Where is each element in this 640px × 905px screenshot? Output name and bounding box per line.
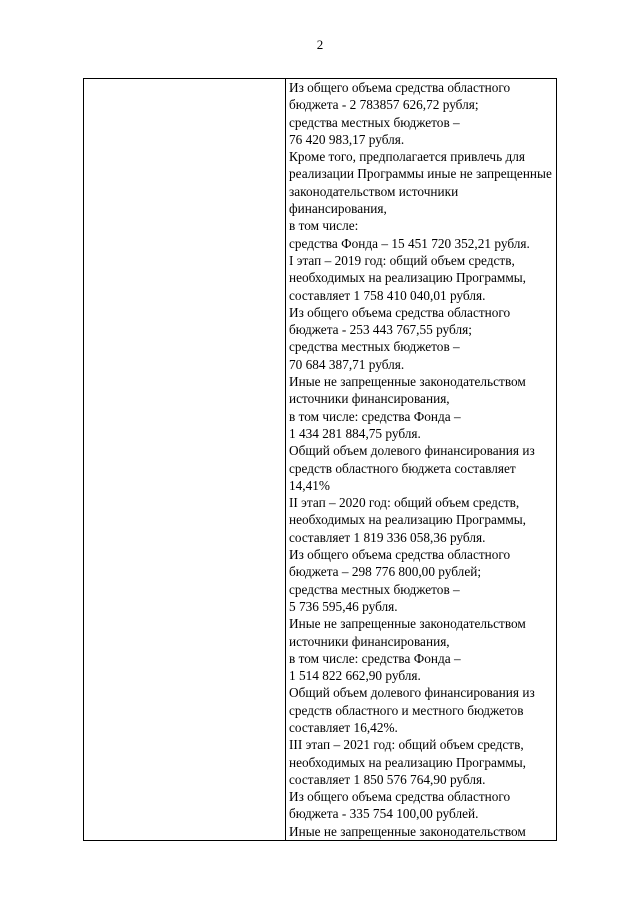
page-number: 2 — [316, 37, 324, 52]
text-line: бюджета - 2 783857 626,72 рубля; — [289, 97, 479, 113]
text-line: 70 684 387,71 рубля. — [289, 356, 405, 372]
text-line: Из общего объема средства областного — [289, 789, 511, 805]
text-line: Из общего объема средства областного — [289, 80, 511, 95]
text-line: бюджета - 253 443 767,55 рубля; — [289, 322, 472, 338]
text-line: источники финансирования, — [289, 391, 450, 407]
text-line: финансирования, — [289, 201, 387, 217]
text-line: составляет 1 819 336 058,36 рубля. — [289, 529, 486, 545]
text-line: в том числе: средства Фонда – — [289, 650, 461, 666]
text-line: средств областного и местного бюджетов — [289, 702, 524, 718]
text-line: средства местных бюджетов – — [289, 581, 460, 597]
text-line: законодательством источники — [289, 183, 459, 199]
text-line: 76 420 983,17 рубля. — [289, 131, 405, 147]
text-line: необходимых на реализацию Программы, — [289, 512, 526, 528]
text-line: бюджета - 335 754 100,00 рублей. — [289, 806, 479, 822]
text-line: Кроме того, предполагается привлечь для — [289, 149, 525, 165]
text-line: III этап – 2021 год: общий объем средств, — [289, 737, 524, 753]
text-line: средств областного бюджета составляет — [289, 460, 516, 476]
text-line: Из общего объема средства областного — [289, 547, 511, 563]
text-line: источники финансирования, — [289, 633, 450, 649]
text-line: 14,41% — [289, 477, 330, 493]
text-line: необходимых на реализацию Программы, — [289, 270, 526, 286]
text-line: необходимых на реализацию Программы, — [289, 754, 526, 770]
text-line: составляет 16,42%. — [289, 719, 398, 735]
text-line: I этап – 2019 год: общий объем средств, — [289, 252, 515, 268]
text-line: составляет 1 850 576 764,90 рубля. — [289, 771, 486, 787]
text-line: средства местных бюджетов – — [289, 339, 460, 355]
financing-text — [289, 79, 556, 840]
text-line: 1 514 822 662,90 рубля. — [289, 668, 421, 684]
text-line: Из общего объема средства областного — [289, 304, 511, 320]
text-line: бюджета – 298 776 800,00 рублей; — [289, 564, 482, 580]
left-cell — [84, 79, 286, 841]
right-cell — [286, 79, 557, 841]
text-line: в том числе: средства Фонда – — [289, 408, 461, 424]
text-line: Общий объем долевого финансирования из — [289, 443, 535, 459]
text-line: Иные не запрещенные законодательством — [289, 616, 526, 632]
text-line: 5 736 595,46 рубля. — [289, 598, 398, 614]
table-row — [84, 79, 557, 841]
text-line: Иные не запрещенные законодательством — [289, 823, 526, 839]
text-line: II этап – 2020 год: общий объем средств, — [289, 495, 520, 511]
text-line: 1 434 281 884,75 рубля. — [289, 425, 421, 441]
text-line: составляет 1 758 410 040,01 рубля. — [289, 287, 486, 303]
text-line: Общий объем долевого финансирования из — [289, 685, 535, 701]
text-line: реализации Программы иные не запрещенные — [289, 166, 552, 182]
text-line: средства Фонда – 15 451 720 352,21 рубля. — [289, 235, 530, 251]
financing-table — [83, 78, 557, 841]
text-line: Иные не запрещенные законодательством — [289, 374, 526, 390]
text-line: в том числе: — [289, 218, 359, 234]
text-line: средства местных бюджетов – — [289, 114, 460, 130]
